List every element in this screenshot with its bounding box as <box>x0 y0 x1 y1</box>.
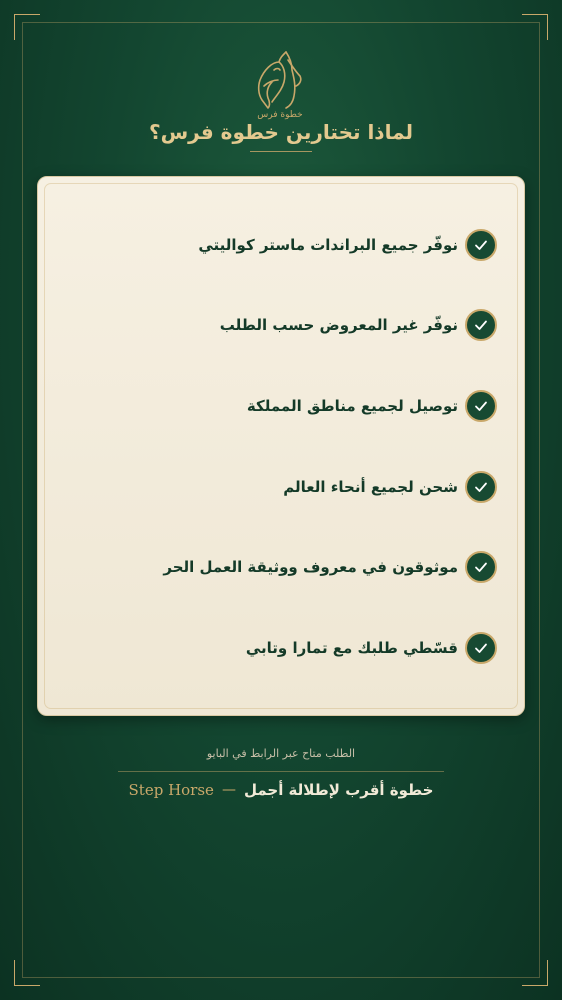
feature-text: موثوقون في معروف ووثيقة العمل الحر <box>163 558 458 576</box>
tagline-separator: — <box>221 782 236 798</box>
check-icon <box>473 317 489 333</box>
feature-text: شحن لجميع أنحاء العالم <box>283 478 458 496</box>
title-underline <box>250 151 312 152</box>
corner-ornament-bottom-right <box>522 960 548 986</box>
check-badge <box>465 229 497 261</box>
features-card <box>37 176 525 716</box>
brand-logo <box>246 46 314 120</box>
page-title: لماذا تختارين خطوة فرس؟ <box>148 120 414 144</box>
check-icon <box>473 398 489 414</box>
feature-item <box>38 229 526 261</box>
brand-name-en: Step Horse <box>128 781 214 799</box>
footer-divider <box>118 771 444 772</box>
bio-link-note: الطلب متاح عبر الرابط في البايو <box>206 747 356 760</box>
check-badge <box>465 309 497 341</box>
check-badge <box>465 390 497 422</box>
check-icon <box>473 237 489 253</box>
feature-text: قسّطي طلبك مع تمارا وتابي <box>245 639 458 657</box>
check-icon <box>473 640 489 656</box>
card-inner-border <box>44 183 518 709</box>
feature-item <box>38 632 526 664</box>
corner-ornament-top-left <box>14 14 40 40</box>
horse-head-icon <box>246 46 314 120</box>
feature-item <box>38 551 526 583</box>
corner-ornament-top-right <box>522 14 548 40</box>
check-badge <box>465 551 497 583</box>
feature-item <box>38 309 526 341</box>
corner-ornament-bottom-left <box>14 960 40 986</box>
footer-tagline <box>0 779 562 801</box>
feature-text: نوفّر جميع البراندات ماستر كواليتي <box>198 236 458 254</box>
feature-item <box>38 390 526 422</box>
check-badge <box>465 471 497 503</box>
feature-text: توصيل لجميع مناطق المملكة <box>246 397 458 415</box>
feature-text: نوفّر غير المعروض حسب الطلب <box>219 316 458 334</box>
check-icon <box>473 479 489 495</box>
logo-text: خطوة فرس <box>257 110 303 120</box>
tagline-ar: خطوة أقرب لإطلالة أجمل <box>243 781 434 799</box>
check-badge <box>465 632 497 664</box>
check-icon <box>473 559 489 575</box>
feature-item <box>38 471 526 503</box>
